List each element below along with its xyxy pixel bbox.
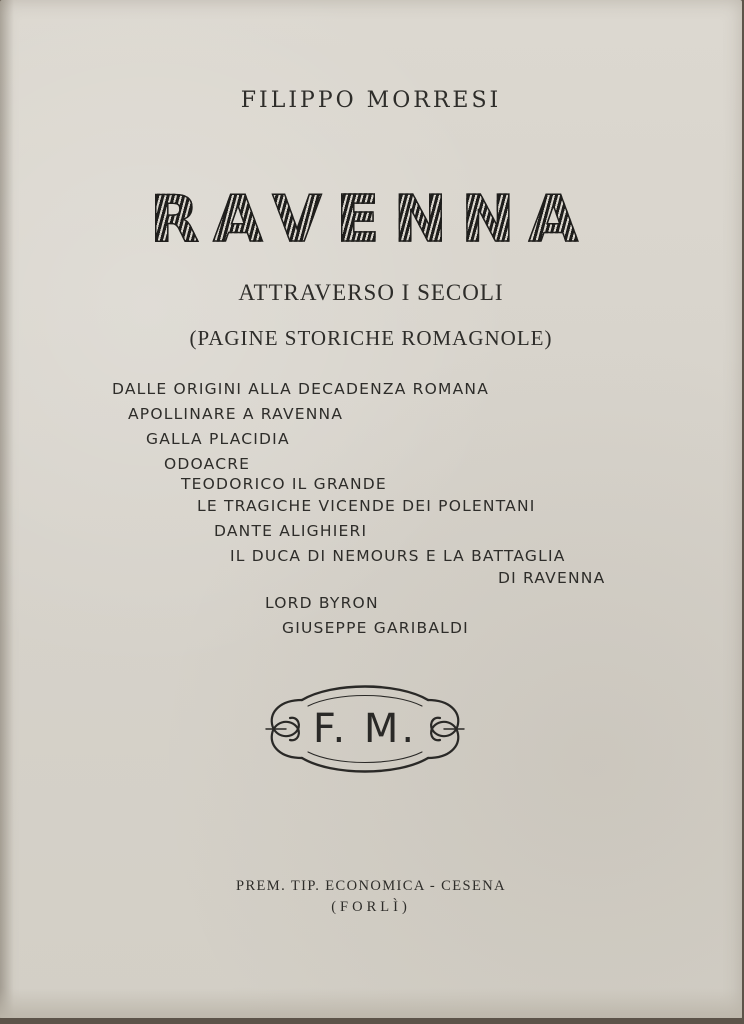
contents-item: GIUSEPPE GARIBALDI (282, 619, 469, 637)
book-subtitle: ATTRAVERSO I SECOLI (238, 280, 504, 305)
logo-initials: F. M. (312, 706, 418, 752)
bottom-edge (0, 988, 742, 1018)
contents-item: LORD BYRON (265, 594, 379, 612)
contents-item: IL DUCA DI NEMOURS E LA BATTAGLIA (230, 547, 566, 565)
publisher-logo (262, 676, 468, 782)
contents-item: ODOACRE (164, 455, 251, 473)
contents-item: GALLA PLACIDIA (146, 430, 290, 448)
printer-name: PREM. TIP. ECONOMICA - CESENA (236, 878, 506, 894)
contents-item: DI RAVENNA (498, 569, 606, 587)
contents-item: DANTE ALIGHIERI (214, 522, 368, 540)
author-name: FILIPPO MORRESI (240, 88, 502, 113)
contents-item: DALLE ORIGINI ALLA DECADENZA ROMANA (112, 380, 490, 398)
series-title: (PAGINE STORICHE ROMAGNOLE) (189, 326, 553, 350)
contents-item: APOLLINARE A RAVENNA (128, 405, 344, 423)
printer-place: (FORLÌ) (331, 899, 411, 915)
book-title: RAVENNA (0, 180, 742, 260)
spine-shadow (0, 0, 14, 1018)
contents-item: LE TRAGICHE VICENDE DEI POLENTANI (197, 497, 536, 515)
contents-item: TEODORICO IL GRANDE (181, 475, 387, 493)
